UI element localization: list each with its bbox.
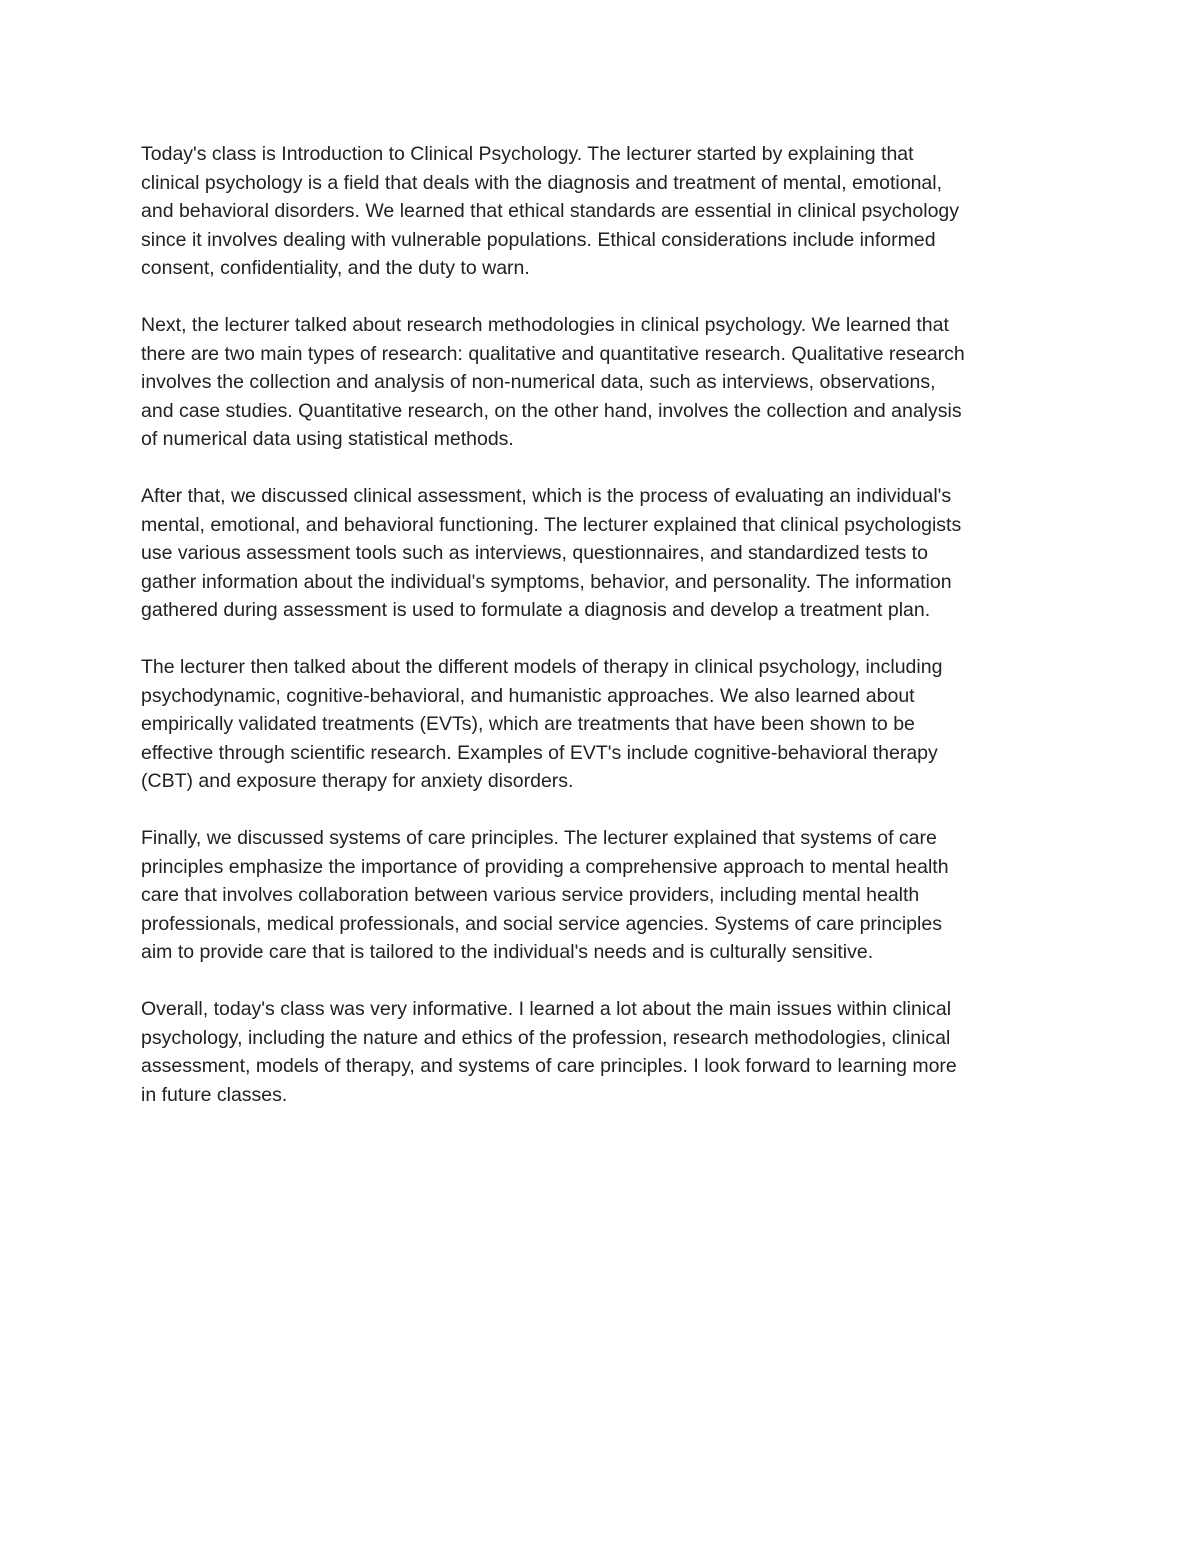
text-line: principles emphasize the importance of providing a comprehensive approach to mental health [141,855,949,878]
text-line: there are two main types of research: qualitative and quantitative research. Qualitative research [141,342,965,365]
text-line: since it involves dealing with vulnerable populations. Ethical considerations include informed [141,228,936,251]
paragraph-research-methodologies [141,311,1071,454]
text-line: and case studies. Quantitative research, on the other hand, involves the collection and analysis [141,399,962,422]
text-line: effective through scientific research. Examples of EVT's include cognitive-behavioral therapy [141,741,938,764]
text-line: Today's class is Introduction to Clinical Psychology. The lecturer started by explaining that [141,143,914,165]
text-line: empirically validated treatments (EVTs), which are treatments that have been shown to be [141,713,915,735]
text-line: aim to provide care that is tailored to the individual's needs and is culturally sensitive. [141,941,874,963]
text-line: of numerical data using statistical methods. [141,428,514,450]
text-line: psychodynamic, cognitive-behavioral, and humanistic approaches. We also learned about [141,684,915,707]
text-line: involves the collection and analysis of non-numerical data, such as interviews, observations, [141,371,936,393]
paragraph-conclusion [141,995,1071,1109]
text-line: The lecturer then talked about the different models of therapy in clinical psychology, including [141,656,943,678]
text-line: (CBT) and exposure therapy for anxiety disorders. [141,770,574,792]
paragraph-systems-of-care [141,824,1071,967]
text-line: assessment, models of therapy, and systems of care principles. I look forward to learning more [141,1055,957,1077]
text-line: use various assessment tools such as interviews, questionnaires, and standardized tests to [141,542,928,564]
text-line: clinical psychology is a field that deals with the diagnosis and treatment of mental, emotional, [141,171,943,194]
text-line: care that involves collaboration between various service providers, including mental health [141,884,920,906]
text-line: Overall, today's class was very informative. I learned a lot about the main issues within clinical [141,998,952,1020]
text-line: in future classes. [141,1083,288,1106]
text-line: consent, confidentiality, and the duty to warn. [141,257,530,279]
document-body [141,140,1071,1138]
text-line: mental, emotional, and behavioral functioning. The lecturer explained that clinical psychologists [141,513,962,536]
text-line: professionals, medical professionals, and social service agencies. Systems of care principles [141,912,942,935]
text-line: gather information about the individual's symptoms, behavior, and personality. The information [141,570,952,593]
paragraph-models-of-therapy [141,653,1071,796]
text-line: gathered during assessment is used to formulate a diagnosis and develop a treatment plan. [141,599,931,621]
paragraph-intro [141,140,1071,283]
text-line: psychology, including the nature and ethics of the profession, research methodologies, clinical [141,1026,951,1049]
paragraph-clinical-assessment [141,482,1071,625]
text-line: Finally, we discussed systems of care principles. The lecturer explained that systems of care [141,827,937,849]
text-line: Next, the lecturer talked about research methodologies in clinical psychology. We learned that [141,314,949,336]
text-line: and behavioral disorders. We learned that ethical standards are essential in clinical psychology [141,200,960,222]
text-line: After that, we discussed clinical assessment, which is the process of evaluating an individual's [141,485,952,507]
